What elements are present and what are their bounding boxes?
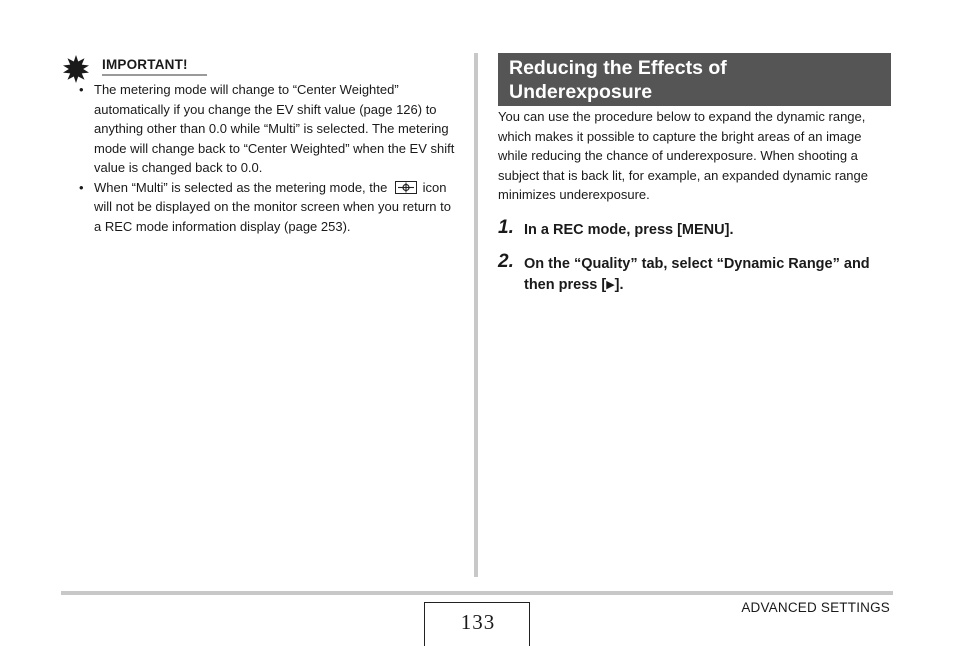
section-title-line2: Underexposure bbox=[509, 81, 653, 103]
step-text: In a REC mode, press [MENU]. bbox=[524, 222, 734, 238]
bullet-text-end: icon will not be displayed on the monitor screen when you return to a REC mode information display (page 253). bbox=[94, 179, 451, 234]
list-item bbox=[76, 178, 461, 237]
bullet-dot: • bbox=[79, 82, 84, 97]
important-underline bbox=[102, 74, 207, 76]
page-number: 133 bbox=[460, 610, 496, 634]
column-divider bbox=[474, 53, 478, 577]
page-number-box bbox=[424, 602, 530, 646]
important-label: IMPORTANT! bbox=[102, 57, 188, 72]
step-number: 1. bbox=[498, 217, 514, 238]
multi-metering-icon bbox=[395, 181, 417, 194]
step-text-end: ]. bbox=[614, 276, 624, 293]
step-number: 2. bbox=[498, 251, 514, 272]
important-heading bbox=[62, 52, 207, 80]
step-text-start: On the “Quality” tab, select “Dynamic Range” and then press [ bbox=[524, 256, 870, 293]
footer-section-name: ADVANCED SETTINGS bbox=[741, 600, 890, 615]
important-burst-icon bbox=[62, 55, 90, 83]
important-list bbox=[76, 80, 461, 236]
play-right-icon: ▶ bbox=[606, 278, 615, 291]
bullet-text-start: When “Multi” is selected as the metering mode, the bbox=[94, 179, 388, 195]
section-intro: You can use the procedure below to expand the dynamic range, which makes it possible to capture the bright areas of an image while reducing the chance of underexposure. When shooting a subject that is back lit, for example, an expanded dynamic range minimizes underexposure. bbox=[498, 109, 868, 203]
footer-rule bbox=[61, 591, 893, 595]
bullet-dot: • bbox=[79, 179, 84, 195]
list-item bbox=[76, 80, 461, 178]
section-title bbox=[498, 53, 891, 106]
bullet-text: The metering mode will change to “Center Weighted” automatically if you change the EV shift value (page 126) to anything other than 0.0 while “Multi” is selected. The metering mode will change back to “Center Weighted” when the EV shift value is changed back to 0.0. bbox=[94, 82, 455, 175]
step-text bbox=[524, 254, 894, 295]
section-title-line1: Reducing the Effects of bbox=[509, 57, 727, 79]
